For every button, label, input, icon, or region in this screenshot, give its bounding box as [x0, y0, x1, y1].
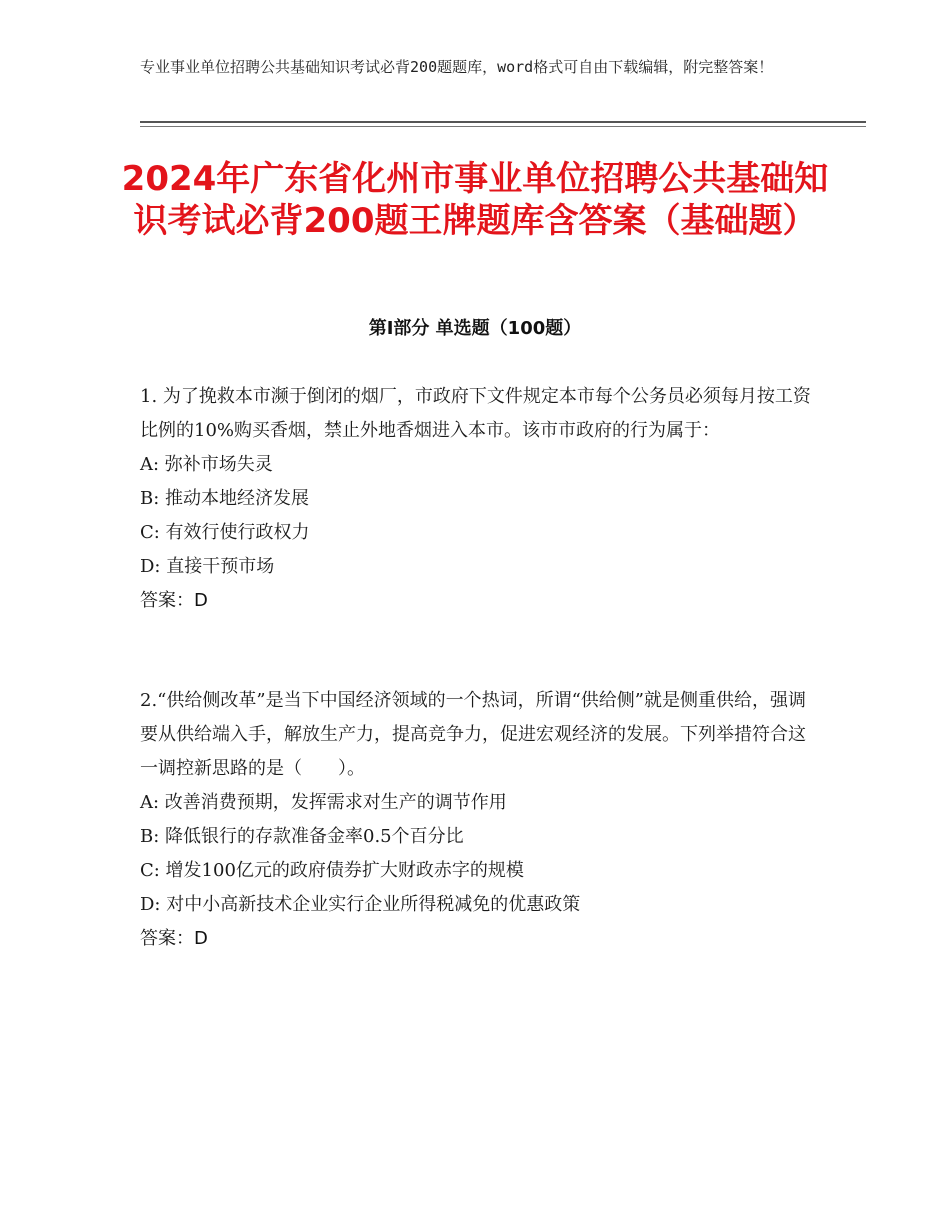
- question-stem: 1. 为了挽救本市濒于倒闭的烟厂，市政府下文件规定本市每个公务员必须每月按工资比例的10%购买香烟，禁止外地香烟进入本市。该市市政府的行为属于：: [140, 386, 811, 441]
- question-stem: 2.“供给侧改革”是当下中国经济领域的一个热词，所谓“供给侧”就是侧重供给，强调要从供给端入手，解放生产力，提高竞争力，促进宏观经济的发展。下列举措符合这一调控新思路的是（ ）。: [140, 690, 806, 779]
- option-d: D: 直接干预市场: [140, 556, 275, 577]
- option-a: A: 弥补市场失灵: [140, 454, 273, 475]
- option-b: B: 推动本地经济发展: [140, 488, 310, 509]
- answer-line: 答案：D: [140, 928, 208, 949]
- question-2: [140, 684, 812, 956]
- document-title: 2024年广东省化州市事业单位招聘公共基础知识考试必背200题王牌题库含答案（基础题）: [121, 159, 829, 241]
- section-heading: 第Ⅰ部分 单选题（100题）: [368, 318, 582, 339]
- answer-line: 答案：D: [140, 590, 208, 611]
- option-c: C: 有效行使行政权力: [140, 522, 310, 543]
- option-b: B: 降低银行的存款准备金率0.5个百分比: [140, 826, 464, 847]
- option-a: A: 改善消费预期，发挥需求对生产的调节作用: [140, 792, 507, 813]
- option-d: D: 对中小高新技术企业实行企业所得税减免的优惠政策: [140, 894, 581, 915]
- option-c: C: 增发100亿元的政府债券扩大财政赤字的规模: [140, 860, 524, 881]
- header-note: 专业事业单位招聘公共基础知识考试必背200题题库，word格式可自由下载编辑，附完整答案！: [140, 58, 774, 76]
- header-divider-thick: [140, 121, 866, 123]
- header-divider-thin: [140, 126, 866, 127]
- question-1: [140, 380, 812, 618]
